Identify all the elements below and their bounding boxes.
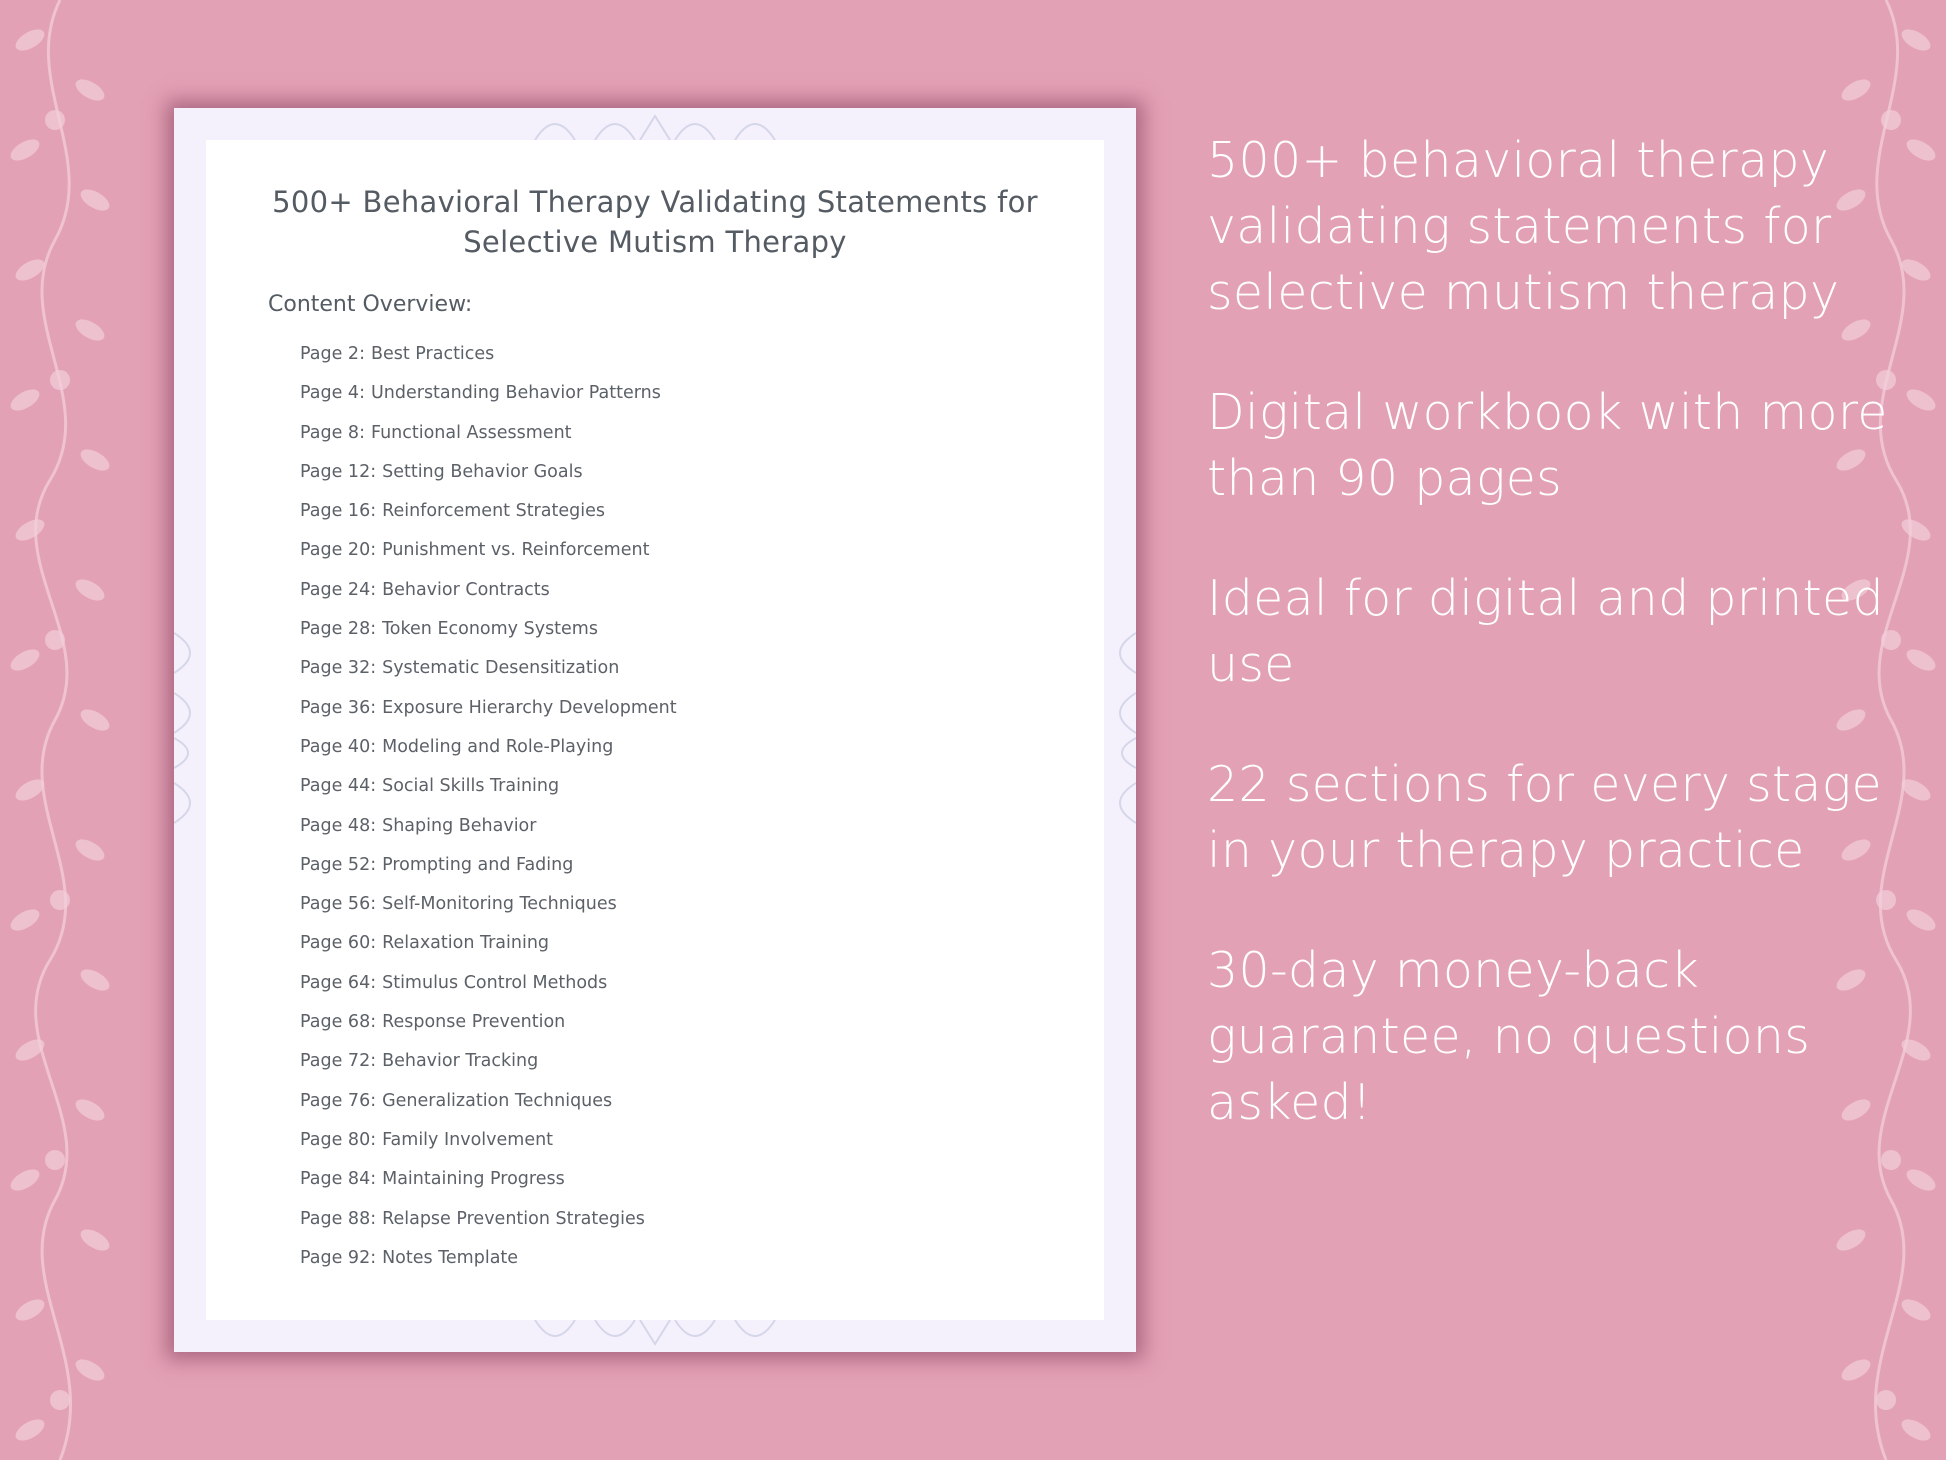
workbook-page-preview — [174, 108, 1136, 1352]
content-overview-label: Content Overview: — [268, 292, 473, 317]
toc-item: Page 44: Social Skills Training — [300, 776, 560, 797]
toc-item: Page 2: Best Practices — [300, 344, 495, 364]
toc-item: Page 68: Response Prevention — [300, 1012, 566, 1033]
mandala-left-icon — [174, 613, 206, 853]
toc-item: Page 24: Behavior Contracts — [300, 579, 550, 600]
toc-item: Page 80: Family Involvement — [300, 1129, 554, 1150]
toc-item: Page 48: Shaping Behavior — [300, 815, 537, 836]
toc-item: Page 8: Functional Assessment — [300, 422, 572, 443]
toc-item: Page 28: Token Economy Systems — [300, 619, 598, 640]
toc-item: Page 60: Relaxation Training — [300, 933, 550, 954]
toc-item: Page 52: Prompting and Fading — [300, 854, 574, 875]
document-title: 500+ Behavioral Therapy Validating Statements for Selective Mutism Therapy — [272, 185, 1038, 259]
mandala-bottom-icon — [515, 1320, 795, 1352]
feature-list — [1207, 128, 1907, 1190]
toc-item: Page 88: Relapse Prevention Strategies — [300, 1208, 645, 1229]
toc-item: Page 64: Stimulus Control Methods — [300, 972, 608, 993]
toc-item: Page 72: Behavior Tracking — [300, 1051, 539, 1072]
toc-item: Page 32: Systematic Desensitization — [300, 658, 620, 679]
toc-item: Page 56: Self-Monitoring Techniques — [300, 894, 617, 915]
table-of-contents — [300, 344, 677, 1287]
toc-item: Page 16: Reinforcement Strategies — [300, 501, 605, 522]
toc-item: Page 92: Notes Template — [300, 1247, 519, 1268]
page-content — [206, 140, 1104, 1320]
feature-usage: Ideal for digital and printed use — [1207, 570, 1884, 693]
toc-item: Page 20: Punishment vs. Reinforcement — [300, 540, 650, 561]
toc-item: Page 40: Modeling and Role-Playing — [300, 736, 614, 757]
floral-vine-left-icon — [0, 0, 130, 1460]
mandala-top-icon — [515, 108, 795, 140]
toc-item: Page 84: Maintaining Progress — [300, 1169, 565, 1190]
toc-item: Page 36: Exposure Hierarchy Development — [300, 697, 677, 718]
feature-guarantee: 30-day money-back guarantee, no questions asked! — [1207, 942, 1811, 1131]
feature-page-count: Digital workbook with more than 90 pages — [1207, 384, 1888, 507]
feature-statements: 500+ behavioral therapy validating statements for selective mutism therapy — [1207, 132, 1840, 321]
toc-item: Page 12: Setting Behavior Goals — [300, 461, 583, 482]
toc-item: Page 4: Understanding Behavior Patterns — [300, 383, 661, 404]
toc-item: Page 76: Generalization Techniques — [300, 1090, 613, 1111]
mandala-right-icon — [1104, 613, 1136, 853]
feature-sections: 22 sections for every stage in your therapy practice — [1207, 756, 1882, 879]
